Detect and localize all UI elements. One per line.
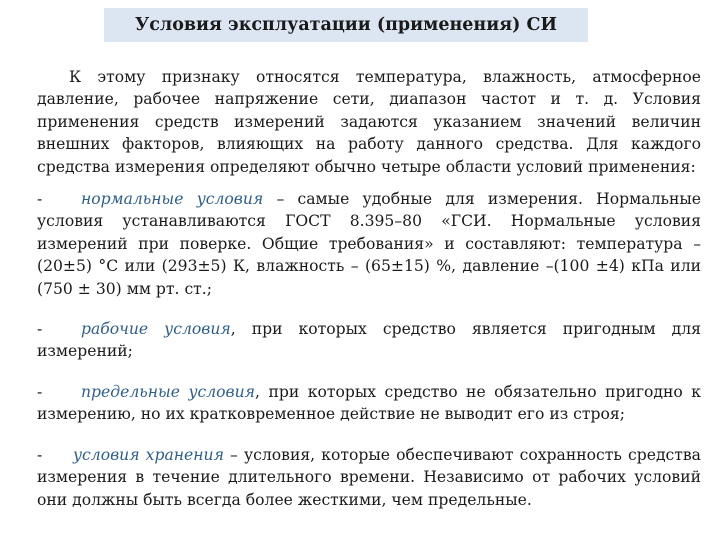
- item-text: , при которых средство является пригодным для измерений;: [37, 320, 702, 361]
- item-text: – самые удобные для измерения. Нормальные условия устанавливаются ГОСТ 8.395–80 «ГСИ. Нормальные условия измерений при поверке. Общие требования» и составляют: температура – (20±5) °С или (293±5) К, влажность – (65±15) %, давление –(100 ±4) кПа или (750 ± 30) мм рт. ст.;: [37, 190, 702, 298]
- list-item-limit-conditions: [37, 381, 701, 426]
- term-working-conditions: рабочие условия: [81, 320, 231, 339]
- intro-paragraph: К этому признаку относятся температура, влажность, атмосферное давление, рабочее напряжение сети, диапазон частот и т. д. Условия применения средств измерений задаются указанием значений величин внешних факторов, влияющих на работу данного средства. Для каждого средства измерения определяют обычно четыре области условий применения:: [37, 68, 701, 176]
- list-item-storage-conditions: [37, 444, 701, 511]
- item-text: , при которых средство не обязательно пригодно к измерению, но их кратковременное действие не выводит его из строя;: [37, 382, 702, 424]
- list-item-normal-conditions: [37, 188, 701, 300]
- list-item-working-conditions: [37, 318, 701, 363]
- slide-title: Условия эксплуатации (применения) СИ: [104, 8, 588, 42]
- item-text: – условия, которые обеспечивают сохранность средства измерения в течение длительного времени. Независимо от рабочих условий они должны быть всегда более жесткими, чем предельные.: [37, 445, 701, 509]
- term-normal-conditions: нормальные условия: [81, 190, 264, 209]
- slide-body: [37, 66, 701, 511]
- list-bullet: -: [37, 190, 43, 209]
- term-limit-conditions: предельные условия: [81, 382, 256, 401]
- list-bullet: -: [37, 382, 43, 401]
- term-storage-conditions: условия хранения: [73, 445, 224, 464]
- list-bullet: -: [37, 320, 43, 339]
- list-bullet: -: [37, 445, 43, 464]
